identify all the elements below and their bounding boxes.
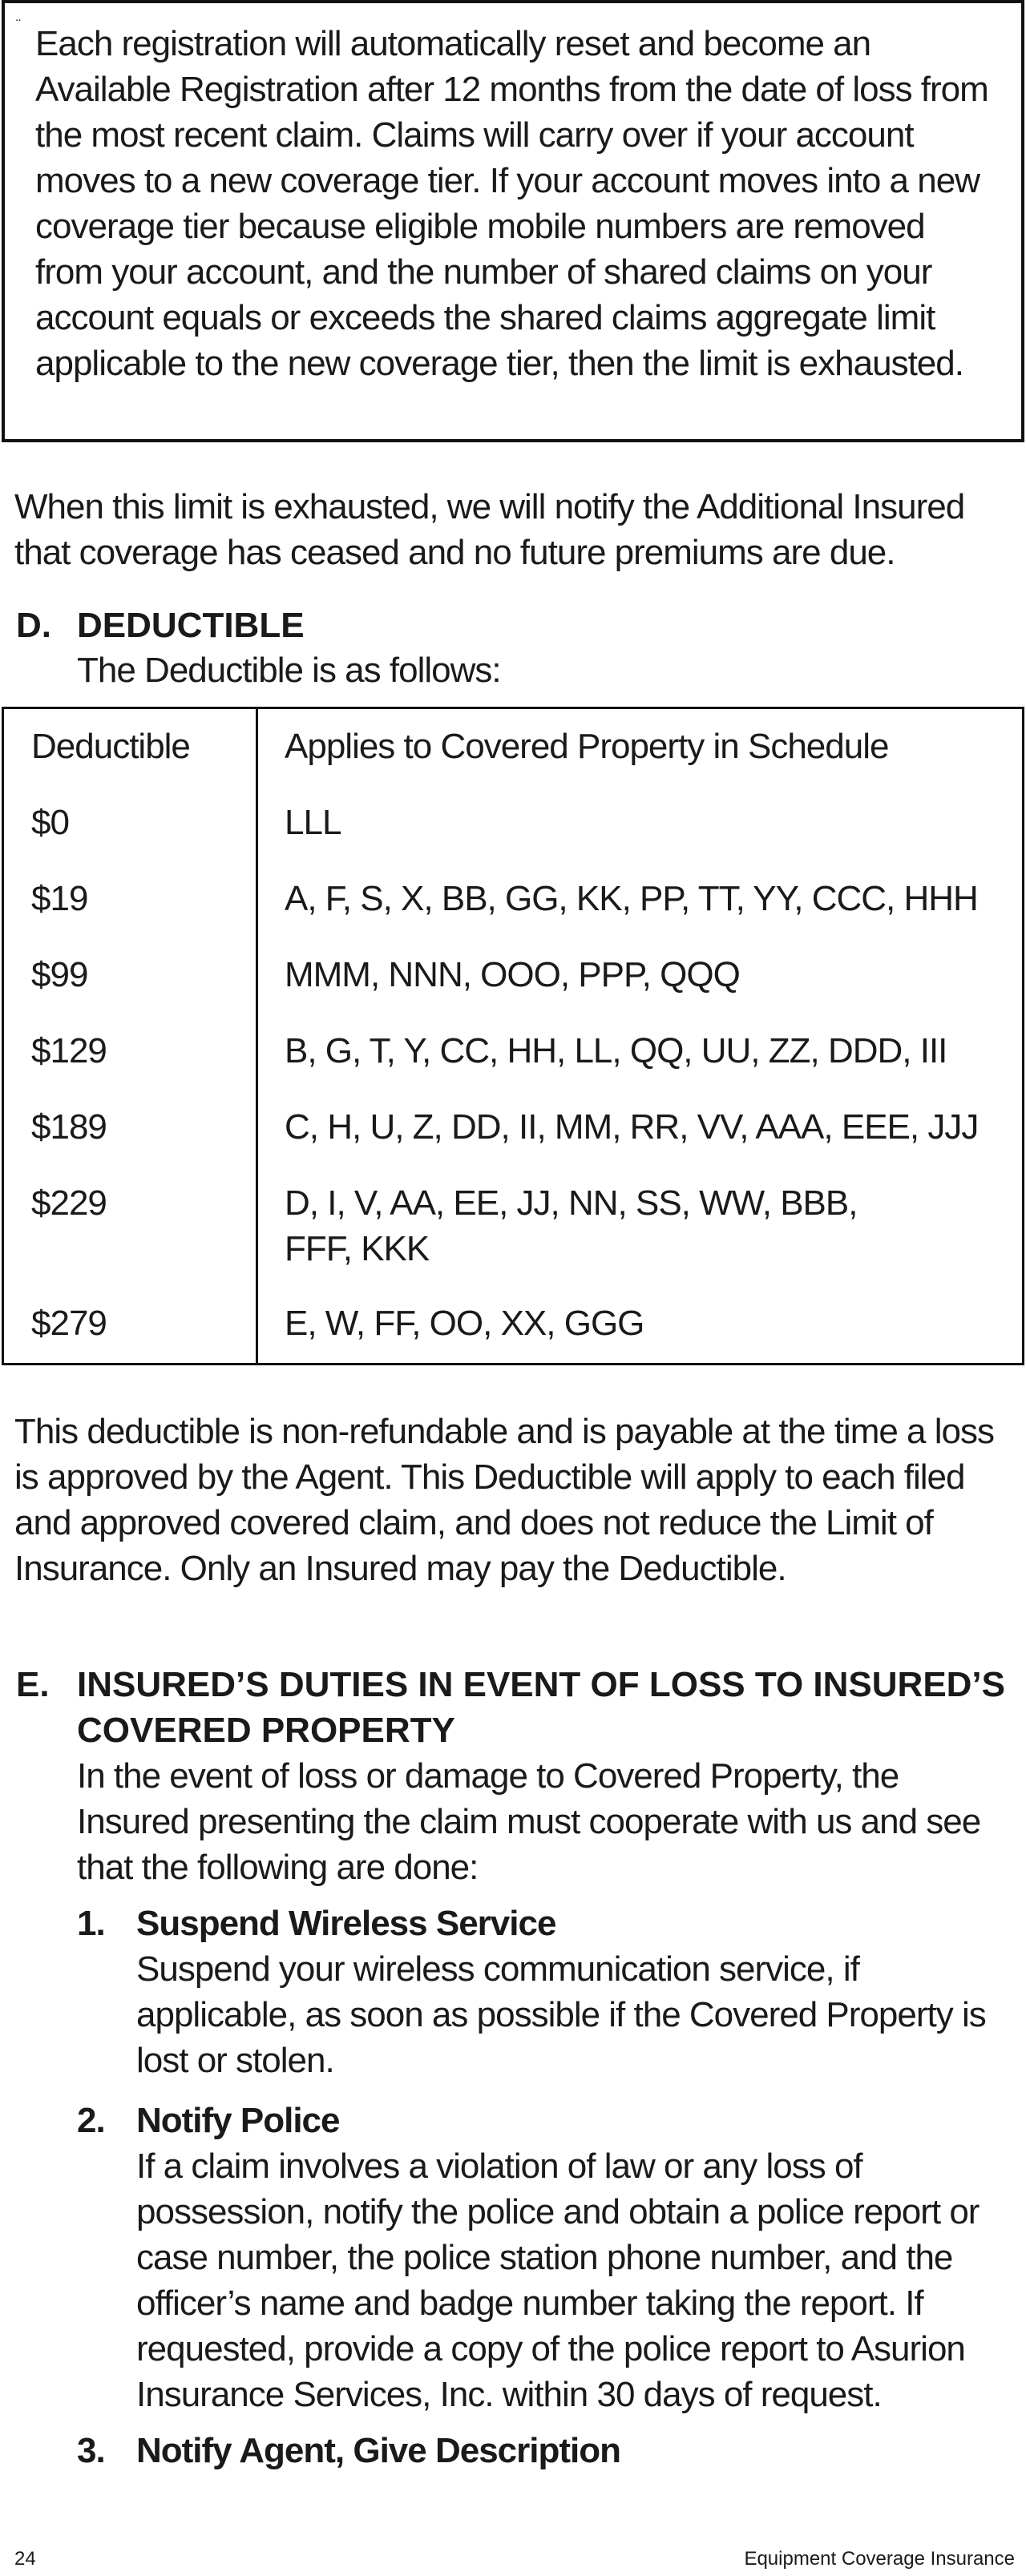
deductible-amount: $0 bbox=[31, 803, 69, 842]
schedule-codes: LLL bbox=[285, 803, 341, 842]
table-header-deductible: Deductible bbox=[31, 727, 190, 766]
section-e-heading bbox=[16, 1662, 1010, 1753]
note-marker: ¨ bbox=[16, 17, 21, 33]
schedule-codes: B, G, T, Y, CC, HH, LL, QQ, UU, ZZ, DDD, III bbox=[285, 1031, 947, 1070]
deductible-amount: $189 bbox=[31, 1107, 107, 1147]
page-number: 24 bbox=[14, 2548, 36, 2570]
schedule-codes: MMM, NNN, OOO, PPP, QQQ bbox=[285, 955, 740, 994]
duty-item bbox=[77, 2098, 1015, 2417]
limit-paragraph: When this limit is exhausted, we will notify the Additional Insured that coverage has ceased and no future premiums are due. bbox=[14, 487, 965, 572]
note-box bbox=[2, 0, 1024, 442]
duty-item bbox=[77, 2428, 1015, 2473]
section-e-intro: In the event of loss or damage to Covered Property, the Insured presenting the claim must cooperate with us and see that the following are done: bbox=[77, 1756, 981, 1887]
deductible-amount: $279 bbox=[31, 1304, 107, 1343]
duty-number: 1. bbox=[77, 1904, 105, 1943]
duty-number: 3. bbox=[77, 2431, 105, 2470]
duty-title: Notify Agent, Give Description bbox=[136, 2431, 621, 2470]
duty-number: 2. bbox=[77, 2101, 105, 2140]
deductible-amount: $129 bbox=[31, 1031, 107, 1070]
deductible-table bbox=[2, 707, 1024, 1365]
table-column-divider bbox=[256, 709, 258, 1363]
schedule-codes: C, H, U, Z, DD, II, MM, RR, VV, AAA, EEE, JJJ bbox=[285, 1107, 979, 1147]
deductible-amount: $229 bbox=[31, 1183, 107, 1223]
duty-body: Suspend your wireless communication service, if applicable, as soon as possible if the Covered Property is lost or stolen. bbox=[136, 1949, 986, 2080]
duty-title: Suspend Wireless Service bbox=[136, 1904, 556, 1943]
deductible-paragraph: This deductible is non-refundable and is payable at the time a loss is approved by the Agent. This Deductible will apply to each filed and approved covered claim, and does not reduce the Limit of Insurance. Only an Insured may pay the Deductible. bbox=[14, 1412, 994, 1588]
footer-document-title: Equipment Coverage Insurance bbox=[744, 2548, 1015, 2570]
schedule-codes: E, W, FF, OO, XX, GGG bbox=[285, 1304, 644, 1343]
section-d-title: DEDUCTIBLE bbox=[77, 606, 305, 645]
duty-body: If a claim involves a violation of law or any loss of possession, notify the police and obtain a police report or case number, the police station phone number, and the officer’s name and badge number taking the report. If requested, provide a copy of the police report to Asurion Insurance Services, Inc. within 30 days of request. bbox=[136, 2147, 980, 2414]
duty-item bbox=[77, 1901, 1015, 2083]
deductible-amount: $99 bbox=[31, 955, 88, 994]
note-text: Each registration will automatically reset and become an Available Registration after 12 months from the date of loss from the most recent claim. Claims will carry over if your account moves to a new coverage tier. If your account moves into a new coverage tier because eligible mobile numbers are removed from your account, and the number of shared claims on your account equals or exceeds the shared claims aggregate limit applicable to the new coverage tier, then the limit is exhausted. bbox=[35, 24, 988, 383]
section-d-number: D. bbox=[16, 606, 51, 645]
section-d-intro: The Deductible is as follows: bbox=[77, 651, 501, 690]
section-d-heading bbox=[16, 603, 305, 648]
section-e-title: INSURED’S DUTIES IN EVENT OF LOSS TO INSURED’S COVERED PROPERTY bbox=[77, 1665, 1006, 1750]
table-header-applies: Applies to Covered Property in Schedule bbox=[285, 727, 889, 766]
section-e-number: E. bbox=[16, 1665, 50, 1704]
deductible-amount: $19 bbox=[31, 879, 88, 918]
schedule-codes: A, F, S, X, BB, GG, KK, PP, TT, YY, CCC, HHH bbox=[285, 879, 978, 918]
duty-title: Notify Police bbox=[136, 2101, 340, 2140]
schedule-codes: D, I, V, AA, EE, JJ, NN, SS, WW, BBB, FFF, KKK bbox=[285, 1183, 858, 1268]
